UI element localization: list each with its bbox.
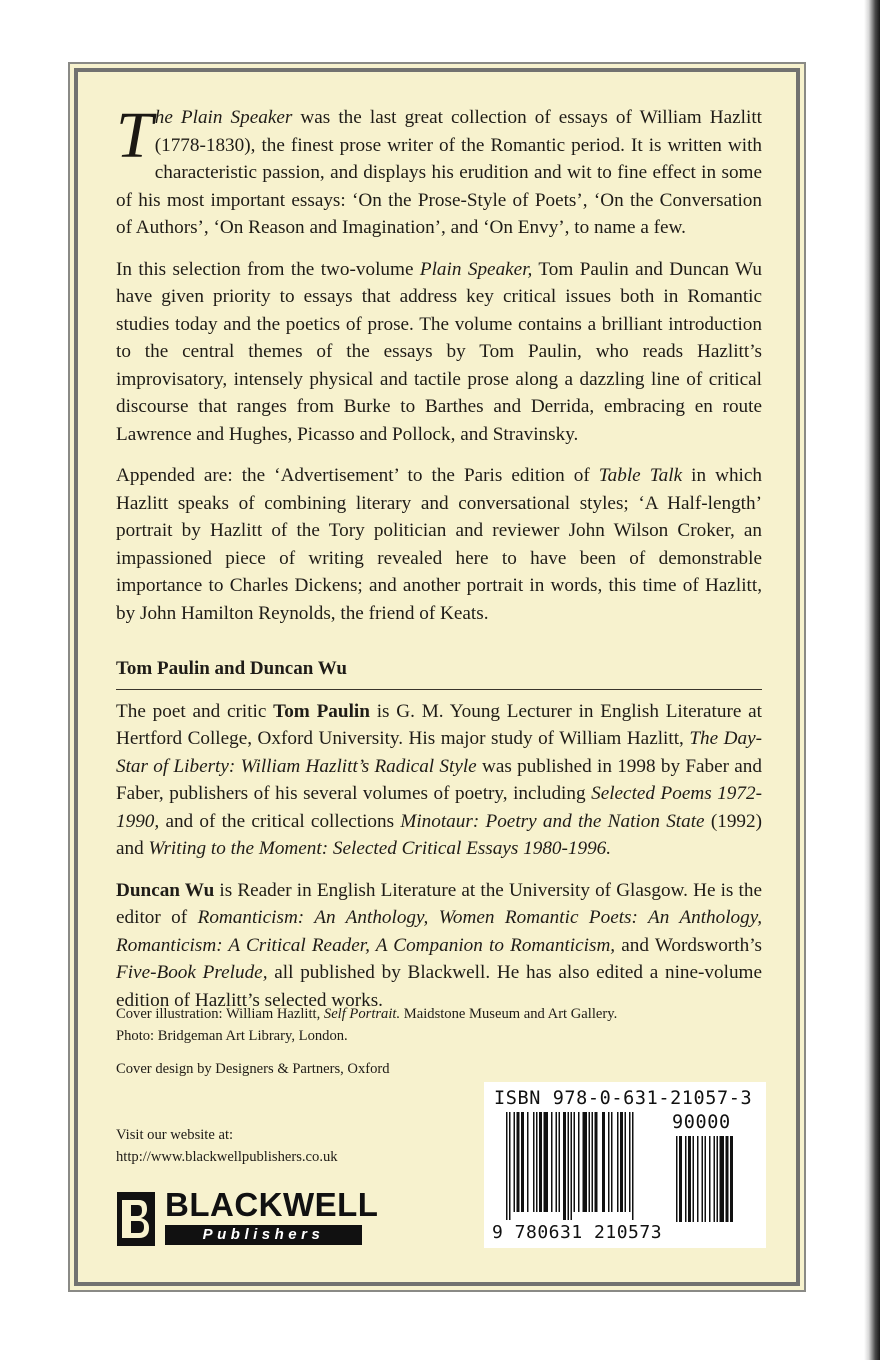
text-run: Minotaur: Poetry and the Nation State <box>400 810 705 832</box>
barcode-bar <box>620 1112 623 1212</box>
author-bio-wu <box>116 877 762 1015</box>
barcode-bar <box>702 1136 704 1222</box>
intro-paragraph-1 <box>116 99 762 242</box>
text-run: Self Portrait. <box>323 1006 401 1022</box>
website-block <box>116 1124 416 1168</box>
text-run: Appended are: the ‘Advertisement’ to the Paris edition of <box>116 465 599 486</box>
barcode-bar <box>592 1112 594 1212</box>
text-run: was published in 1998 by Faber and Faber, publishers of his several volumes of poetry, including <box>116 755 762 804</box>
barcode-bar <box>539 1112 542 1212</box>
addon-bars <box>676 1136 756 1222</box>
barcode-bar <box>533 1112 535 1212</box>
isbn-text: ISBN 978-0-631-21057-3 <box>494 1088 753 1109</box>
barcode <box>484 1082 766 1248</box>
text-run: and Wordsworth’s <box>615 934 762 956</box>
barcode-bar <box>559 1112 561 1212</box>
barcode-bar <box>574 1112 576 1212</box>
text-run: (1992) and <box>116 810 763 859</box>
text-run: Five-Book Prelude, <box>116 962 268 983</box>
blurb <box>116 99 763 1028</box>
barcode-bar <box>563 1112 566 1220</box>
text-run: in which Hazlitt speaks of combining literary and conversational styles; ‘A Half-length’ portrait by Hazlitt of the Tory politician and reviewer John Wilson Croker, an impassioned piece of writing revealed here to have been of demonstrable importance to Charles Dickens; and another portrait in words, this time of Hazlitt, by John Hamilton Reynolds, the friend of Keats. <box>116 465 762 624</box>
barcode-bar <box>632 1112 634 1220</box>
website-label: Visit our website at: <box>116 1127 234 1143</box>
text-run: Writing to the Moment: Selected Critical Essays 1980-1996. <box>148 838 612 859</box>
text-run: Plain Speaker, <box>419 258 533 280</box>
barcode-bar <box>536 1112 538 1212</box>
barcode-bar <box>717 1136 719 1222</box>
barcode-bar <box>568 1112 570 1220</box>
intro-paragraph-2 <box>116 256 762 449</box>
text-run: The Day-Star of Liberty: William Hazlitt’s Radical Style <box>116 728 763 777</box>
barcode-bar <box>608 1112 610 1212</box>
barcode-bar <box>625 1112 627 1212</box>
barcode-bar <box>709 1136 711 1222</box>
text-run: Cover illustration: William Hazlitt, <box>116 1006 324 1022</box>
barcode-bar <box>506 1112 508 1220</box>
divider <box>116 689 762 690</box>
barcode-bar <box>629 1112 631 1212</box>
barcode-bar <box>720 1136 725 1222</box>
barcode-bar <box>714 1136 716 1222</box>
barcode-bar <box>611 1112 613 1212</box>
text-run: and of the critical collections <box>159 810 401 832</box>
barcode-bar <box>693 1136 695 1222</box>
barcode-bar <box>556 1112 558 1212</box>
credits <box>116 1004 716 1093</box>
barcode-bar <box>697 1136 699 1222</box>
barcode-bar <box>595 1112 598 1212</box>
text-run: all published by Blackwell. He has also edited a nine-volume edition of Hazlitt’s selected works. <box>116 962 762 1011</box>
logo-name: BLACKWELL <box>165 1186 379 1223</box>
text-run: Table Talk <box>598 465 683 486</box>
blackwell-logo <box>117 1186 379 1246</box>
text-run: Maidstone Museum and Art Gallery. <box>400 1006 618 1022</box>
author-bio-paulin <box>116 698 762 863</box>
barcode-number: 9 780631 210573 <box>492 1222 663 1243</box>
blackwell-b-icon <box>117 1192 155 1246</box>
design-credit: Cover design by Designers & Partners, Oxford <box>116 1061 390 1077</box>
barcode-bar <box>602 1112 605 1212</box>
barcode-bar <box>583 1112 588 1212</box>
text-run: was the last great collection of essays of William Hazlitt (1778-1830), the finest prose writer of the Romantic period. It is written with characteristic passion, and displays his erudition and wit to fine effect in some of his most important essays: ‘On the Prose-Style of Poets’, ‘On the Conversation of Authors’, ‘On Reason and Imagination’, and ‘On Envy’, to name a few. <box>116 107 762 238</box>
text-run: Duncan Wu <box>116 879 215 901</box>
text-run: Tom Paulin and Duncan Wu have given priority to essays that address key critical issues both in Romantic studies today and the poetics of prose. The volume contains a brilliant introduction to the central themes of the essays by Tom Paulin, who reads Hazlitt’s improvisatory, intensely physical and tactile prose along a dazzling line of critical discourse that ranges from Burke to Barthes and Derrida, embracing en route Lawrence and Hughes, Picasso and Pollock, and Stravinsky. <box>116 258 762 445</box>
illustration-credit <box>116 1004 716 1047</box>
barcode-bar <box>578 1112 580 1212</box>
barcode-bar <box>730 1136 733 1222</box>
spine-edge <box>864 0 880 1360</box>
barcode-bar <box>544 1112 549 1212</box>
logo-subtitle: Publishers <box>202 1226 325 1243</box>
barcode-bar <box>685 1136 687 1222</box>
barcode-bar <box>726 1136 729 1222</box>
text-run: Romanticism: An Anthology, Women Romantic Poets: An Anthology, Romanticism: A Critical Reader, A Companion to Romanticism, <box>116 907 762 956</box>
text-run: Tom Paulin <box>273 700 370 722</box>
barcode-bar <box>521 1112 524 1212</box>
barcode-bar <box>679 1136 682 1222</box>
barcode-bars <box>506 1112 670 1220</box>
barcode-bar <box>509 1112 511 1220</box>
text-run: Selected Poems 1972-1990, <box>116 783 762 832</box>
barcode-bar <box>617 1112 619 1212</box>
barcode-bar <box>571 1112 573 1220</box>
barcode-bar <box>551 1112 553 1212</box>
barcode-bar <box>705 1136 707 1222</box>
price-addon: 90000 <box>672 1112 731 1133</box>
authors-heading: Tom Paulin and Duncan Wu <box>116 658 347 679</box>
barcode-bar <box>589 1112 591 1212</box>
barcode-bar <box>527 1112 529 1212</box>
intro-paragraph-3 <box>116 462 762 627</box>
drop-cap: T <box>116 99 153 172</box>
barcode-bar <box>514 1112 516 1212</box>
text-run: In this selection from the two-volume <box>116 258 420 280</box>
barcode-bar <box>676 1136 678 1222</box>
barcode-bar <box>517 1112 520 1212</box>
text-run: he Plain Speaker <box>154 107 293 128</box>
text-run: is Reader in English Literature at the University of Glasgow. He is the editor of <box>116 879 762 928</box>
website-url[interactable]: http://www.blackwellpublishers.co.uk <box>116 1149 338 1165</box>
photo-credit: Photo: Bridgeman Art Library, London. <box>116 1027 348 1044</box>
text-run: is G. M. Young Lecturer in English Literature at Hertford College, Oxford University. His major study of William Hazlitt, <box>116 700 762 749</box>
barcode-bar <box>688 1136 691 1222</box>
text-run: The poet and critic <box>116 700 274 722</box>
